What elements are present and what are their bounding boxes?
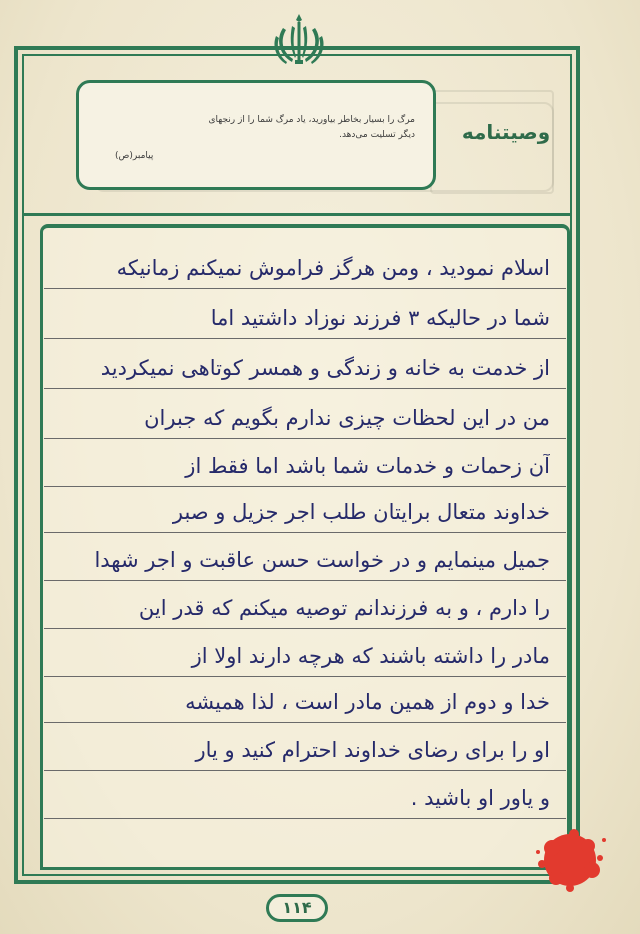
quote-box <box>76 80 436 190</box>
handwritten-line: را دارم ، و به فرزندانم توصیه میکنم که قدر این <box>138 596 550 620</box>
quote-author: پیامبر(ص) <box>115 151 154 161</box>
handwritten-line: جمیل مینمایم و در خواست حسن عاقبت و اجر شهدا <box>94 548 550 572</box>
ruled-line <box>44 532 566 533</box>
blood-drop-icon <box>530 818 610 898</box>
quote-line-1: مرگ را بسیار بخاطر بیاورید، یاد مرگ شما را از رنجهای <box>208 115 415 125</box>
handwritten-line: از خدمت به خانه و زندگی و همسر کوتاهی نمیکردید <box>100 356 550 380</box>
handwritten-line: او را برای رضای خداوند احترام کنید و یار <box>195 738 550 762</box>
ruled-line <box>44 770 566 771</box>
page-number: ١١۴ <box>266 894 328 922</box>
handwritten-line: خداوند متعال برایتان طلب اجر جزیل و صبر <box>172 500 550 524</box>
handwritten-line: آن زحمات و خدمات شما باشد اما فقط از <box>185 454 550 478</box>
handwritten-line: خدا و دوم از همین مادر است ، لذا همیشه <box>185 690 550 714</box>
handwritten-line: و یاور او باشید . <box>410 786 550 810</box>
ruled-line <box>44 580 566 581</box>
ruled-line <box>44 438 566 439</box>
ruled-line <box>44 486 566 487</box>
ruled-line <box>44 338 566 339</box>
handwritten-line: شما در حالیکه ٣ فرزند نوزاد داشتید اما <box>210 306 550 330</box>
ruled-line <box>44 676 566 677</box>
ruled-line <box>44 388 566 389</box>
ruled-line <box>44 288 566 289</box>
ruled-line <box>44 628 566 629</box>
quote-line-2: دیگر تسلیت می‌دهد. <box>339 130 415 140</box>
ruled-line <box>44 722 566 723</box>
handwritten-line: اسلام نمودید ، ومن هرگز فراموش نمیکنم زمانیکه <box>116 256 550 280</box>
quote-text <box>115 113 415 143</box>
handwritten-line: مادر را داشته باشند که هرچه دارند اولا از <box>191 644 550 668</box>
page-title: وصیتنامه <box>461 120 551 144</box>
ruled-line <box>44 818 566 819</box>
handwritten-line: من در این لحظات چیزی ندارم بگویم که جبران <box>144 406 550 430</box>
